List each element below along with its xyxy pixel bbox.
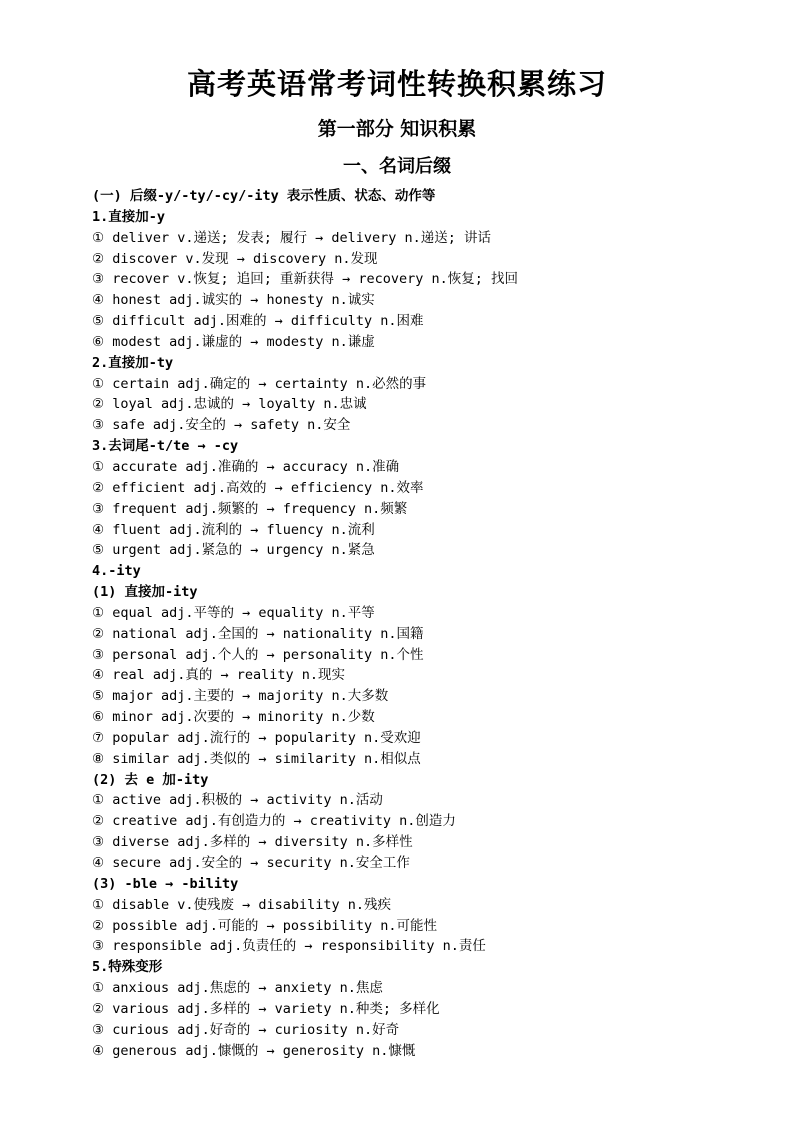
subsection-heading: 4.-ity [92,563,141,580]
word-entry: ① deliver v.递送; 发表; 履行 → delivery n.递送; 讲话 [92,229,492,246]
subsection-heading: (1) 直接加-ity [92,584,198,601]
word-entry: ④ real adj.真的 → reality n.现实 [92,667,346,684]
section-heading: 一、名词后缀 [343,156,451,177]
subsection-heading: (3) -ble → -bility [92,875,239,892]
word-entry: ③ diverse adj.多样的 → diversity n.多样性 [92,834,413,851]
word-entry: ① accurate adj.准确的 → accuracy n.准确 [92,458,400,475]
word-entry: ② efficient adj.高效的 → efficiency n.效率 [92,479,424,496]
word-entry: ② national adj.全国的 → nationality n.国籍 [92,625,424,642]
word-entry: ② discover v.发现 → discovery n.发现 [92,250,378,267]
word-entry: ② creative adj.有创造力的 → creativity n.创造力 [92,813,456,830]
word-entry: ③ personal adj.个人的 → personality n.个性 [92,646,424,663]
word-entry: ⑤ major adj.主要的 → majority n.大多数 [92,688,389,705]
word-entry: ② various adj.多样的 → variety n.种类; 多样化 [92,1000,440,1017]
subsection-heading: 2.直接加-ty [92,354,174,371]
subsection-heading: (2) 去 e 加-ity [92,771,209,788]
subsection-heading: 1.直接加-y [92,208,166,225]
subsection-heading: (一) 后缀-y/-ty/-cy/-ity 表示性质、状态、动作等 [92,188,436,204]
word-entry: ④ fluent adj.流利的 → fluency n.流利 [92,521,375,538]
page-title: 高考英语常考词性转换积累练习 [186,67,607,101]
word-entry: ② loyal adj.忠诚的 → loyalty n.忠诚 [92,396,367,413]
word-entry: ① active adj.积极的 → activity n.活动 [92,792,383,809]
word-entry: ④ generous adj.慷慨的 → generosity n.慷慨 [92,1042,416,1059]
word-entry: ③ frequent adj.频繁的 → frequency n.频繁 [92,500,408,517]
word-entry: ② possible adj.可能的 → possibility n.可能性 [92,917,438,934]
word-entry: ⑤ difficult adj.困难的 → difficulty n.困难 [92,313,424,330]
subsection-heading: 5.特殊变形 [92,959,163,976]
word-entry: ④ honest adj.诚实的 → honesty n.诚实 [92,292,375,309]
part-title: 第一部分 知识积累 [317,118,477,140]
word-entry: ③ responsible adj.负责任的 → responsibility n.责任 [92,938,486,955]
word-entry: ③ curious adj.好奇的 → curiosity n.好奇 [92,1021,400,1038]
word-entry: ① certain adj.确定的 → certainty n.必然的事 [92,375,427,392]
word-entry: ⑤ urgent adj.紧急的 → urgency n.紧急 [92,542,375,559]
word-entry: ① anxious adj.焦虑的 → anxiety n.焦虑 [92,980,383,997]
word-entry: ① equal adj.平等的 → equality n.平等 [92,604,375,621]
word-entry: ③ safe adj.安全的 → safety n.安全 [92,417,351,434]
word-entry: ⑥ minor adj.次要的 → minority n.少数 [92,709,375,726]
content-body [92,186,772,1061]
word-entry: ⑥ modest adj.谦虚的 → modesty n.谦虚 [92,333,375,350]
word-entry: ③ recover v.恢复; 追回; 重新获得 → recovery n.恢复; 找回 [92,271,519,288]
subsection-heading: 3.去词尾-t/te → -cy [92,438,239,455]
word-entry: ⑧ similar adj.类似的 → similarity n.相似点 [92,750,421,767]
word-entry: ① disable v.使残废 → disability n.残疾 [92,896,392,913]
word-entry: ⑦ popular adj.流行的 → popularity n.受欢迎 [92,729,421,746]
word-entry: ④ secure adj.安全的 → security n.安全工作 [92,855,410,871]
